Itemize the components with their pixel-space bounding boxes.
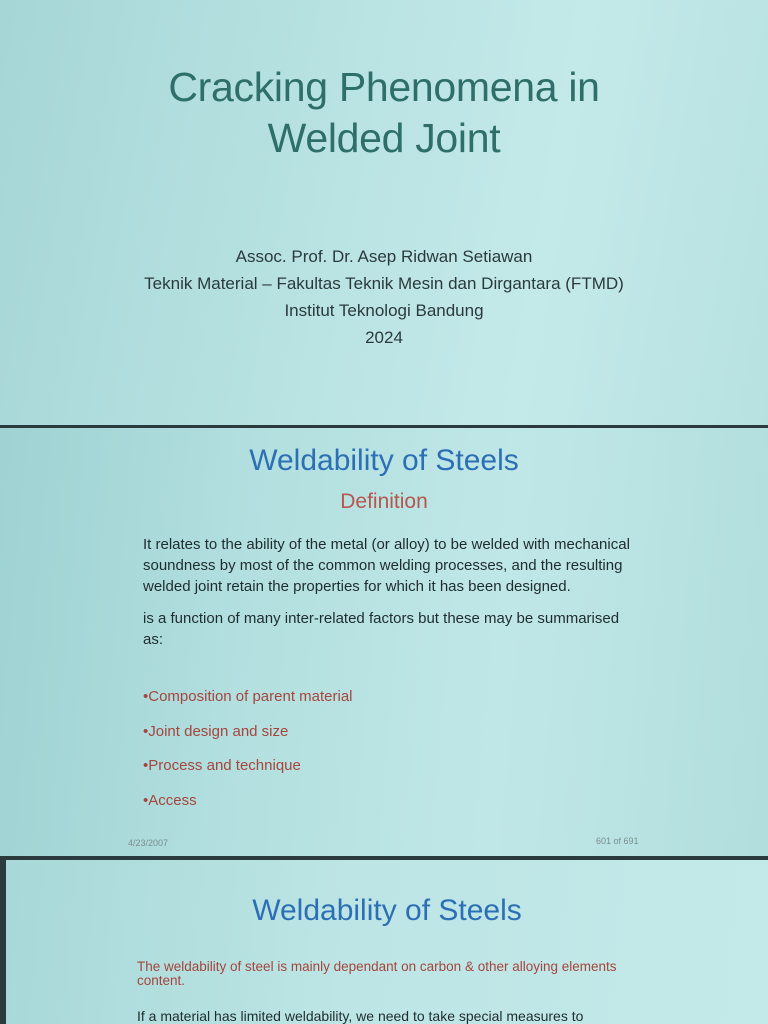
slide-subtitle: Definition <box>340 490 428 513</box>
presentation-year: 2024 <box>365 328 403 347</box>
list-item: •Process and technique <box>143 757 301 774</box>
department-name: Teknik Material – Fakultas Teknik Mesin dan Dirgantara (FTMD) <box>144 274 624 293</box>
list-item: •Joint design and size <box>143 722 289 740</box>
footer-page-number: 601 of 691 <box>596 836 639 846</box>
definition-slide <box>0 428 768 856</box>
author-name: Assoc. Prof. Dr. Asep Ridwan Setiawan <box>235 247 533 266</box>
limited-weldability-paragraph: If a material has limited weldability, we need to take special measures to <box>137 1008 584 1024</box>
title-line-2: Welded Joint <box>267 115 501 161</box>
definition-paragraph: It relates to the ability of the metal (or alloy) to be welded with mechanical soundness by most of the common welding processes, and the resulting welded joint retain the properties for which it has been designed. <box>143 536 630 595</box>
title-line-1: Cracking Phenomena in <box>168 64 600 110</box>
definition-body <box>143 534 643 661</box>
slide-title: Weldability of Steels <box>252 894 522 927</box>
institute-name: Institut Teknologi Bandung <box>284 301 484 320</box>
slide-title: Weldability of Steels <box>249 444 519 477</box>
factors-paragraph: is a function of many inter-related factors but these may be summarised as: <box>143 610 620 648</box>
author-info <box>0 243 768 351</box>
presentation-title <box>0 62 768 164</box>
footer-date: 4/23/2007 <box>128 838 169 848</box>
list-item: •Composition of parent material <box>143 688 353 705</box>
weldability-slide <box>6 860 768 1024</box>
title-slide <box>0 0 768 425</box>
list-item: •Access <box>143 791 197 809</box>
carbon-paragraph: The weldability of steel is mainly dependant on carbon & other alloying elements content. <box>137 959 617 988</box>
factor-list <box>143 686 353 824</box>
